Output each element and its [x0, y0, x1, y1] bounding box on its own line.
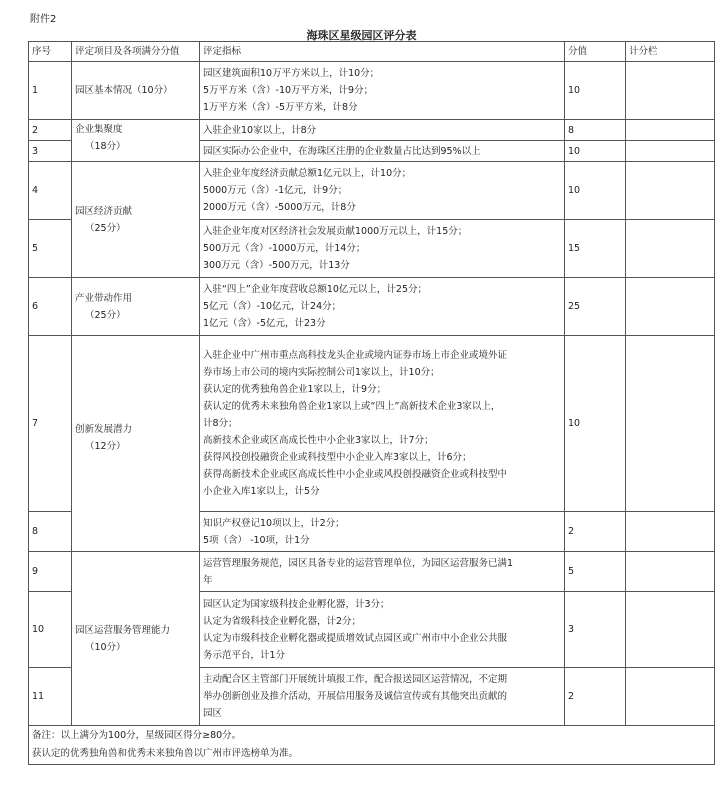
- row-score: 25: [565, 278, 626, 336]
- group-name: 企业集聚度: [75, 124, 123, 135]
- row-calc: [626, 592, 715, 668]
- header-item: 评定项目及各项满分分值: [72, 42, 200, 62]
- group-agglomeration: [72, 120, 200, 162]
- row-no: 7: [29, 336, 72, 512]
- group-points: （25分）: [85, 222, 126, 234]
- group-points: （10分）: [85, 641, 126, 653]
- row-indicator: [200, 141, 565, 162]
- row-calc: [626, 220, 715, 278]
- indicator-line: 5万平方米（含）-10万平方米，计9分；: [203, 85, 374, 96]
- row-calc: [626, 120, 715, 141]
- notes-row: [29, 726, 715, 765]
- row-score: 10: [565, 62, 626, 120]
- indicator-line: 计8分；: [203, 418, 238, 429]
- indicator-line: 认定为省级科技企业孵化器，计2分；: [203, 615, 362, 627]
- table-row: [29, 120, 715, 141]
- group-name: 创新发展潜力: [75, 424, 133, 435]
- indicator-line: 高新技术企业或区高成长性中小企业3家以上，计7分；: [203, 435, 434, 446]
- indicator-line: 园区实际办公企业中，在海珠区注册的企业数量占比达到95%以上: [203, 145, 481, 157]
- row-no: 11: [29, 668, 72, 726]
- row-calc: [626, 278, 715, 336]
- group-innovation: [72, 336, 200, 552]
- indicator-line: 运营管理服务规范，园区具备专业的运营管理单位，为园区运营服务已满1: [203, 557, 514, 569]
- indicator-line: 获得高新技术企业或区高成长性中小企业或风投创投融资企业或科技型中: [203, 469, 508, 480]
- indicator-line: 入驻企业年度经济贡献总额1亿元以上，计10分；: [203, 168, 412, 179]
- row-indicator: [200, 336, 565, 512]
- header-score: 分值: [565, 42, 626, 62]
- row-score: 3: [565, 592, 626, 668]
- table-row: [29, 336, 715, 512]
- indicator-line: 认定为市级科技企业孵化器或提质增效试点园区或广州市中小企业公共服: [203, 632, 508, 644]
- row-no: 1: [29, 62, 72, 120]
- row-item: 园区基本情况（10分）: [72, 62, 200, 120]
- indicator-line: 入驻“四上”企业年度营收总额10亿元以上，计25分；: [203, 284, 428, 295]
- row-score: 2: [565, 668, 626, 726]
- row-indicator: [200, 162, 565, 220]
- row-calc: [626, 512, 715, 552]
- row-indicator: [200, 278, 565, 336]
- note-line: 获认定的优秀独角兽和优秀未来独角兽以广州市评选榜单为准。: [32, 748, 299, 759]
- header-indicator: 评定指标: [200, 42, 565, 62]
- header-row: [29, 42, 715, 62]
- indicator-line: 园区: [203, 708, 223, 719]
- row-calc: [626, 62, 715, 120]
- indicator-line: 年: [203, 574, 213, 586]
- indicator-line: 1万平方米（含）-5万平方米，计8分: [203, 102, 358, 113]
- table-row: [29, 552, 715, 592]
- row-score: 8: [565, 120, 626, 141]
- indicator-line: 5000万元（含）-1亿元，计9分；: [203, 185, 348, 196]
- indicator-line: 获认定的优秀未来独角兽企业1家以上或“四上”高新技术企业3家以上，: [203, 401, 501, 412]
- row-no: 6: [29, 278, 72, 336]
- row-no: 8: [29, 512, 72, 552]
- row-no: 3: [29, 141, 72, 162]
- indicator-line: 5亿元（含）-10亿元，计24分；: [203, 301, 342, 312]
- page-title: 海珠区星级园区评分表: [306, 29, 417, 42]
- row-calc: [626, 162, 715, 220]
- row-calc: [626, 336, 715, 512]
- indicator-line: 1亿元（含）-5亿元，计23分: [203, 318, 326, 329]
- indicator-line: 入驻企业10家以上，计8分: [203, 124, 317, 136]
- indicator-line: 主动配合区主管部门开展统计填报工作，配合报送园区运营情况，不定期: [203, 674, 508, 685]
- row-score: 10: [565, 141, 626, 162]
- note-line: 备注：以上满分为100分，星级园区得分≥80分。: [32, 730, 242, 741]
- row-no: 9: [29, 552, 72, 592]
- indicator-line: 入驻企业中广州市重点高科技龙头企业或境内证券市场上市企业或境外证: [203, 350, 508, 361]
- indicator-line: 获得风投创投融资企业或科技型中小企业入库3家以上，计6分；: [203, 452, 472, 463]
- row-score: 2: [565, 512, 626, 552]
- row-indicator: [200, 592, 565, 668]
- group-name: 园区运营服务管理能力: [75, 624, 171, 636]
- indicator-line: 园区建筑面积10万平方米以上，计10分；: [203, 68, 380, 79]
- attachment-label: 附件2: [30, 14, 57, 25]
- row-indicator: [200, 552, 565, 592]
- group-operation: [72, 552, 200, 726]
- row-no: 10: [29, 592, 72, 668]
- row-score: 5: [565, 552, 626, 592]
- row-indicator: [200, 668, 565, 726]
- table-row: [29, 62, 715, 120]
- row-calc: [626, 141, 715, 162]
- group-economic: [72, 162, 200, 278]
- group-points: （12分）: [85, 441, 126, 452]
- table-row: [29, 162, 715, 220]
- indicator-line: 5项（含） -10项，计1分: [203, 534, 310, 546]
- indicator-line: 500万元（含）-1000万元，计14分；: [203, 243, 366, 254]
- group-points: （25分）: [85, 309, 126, 321]
- row-score: 10: [565, 336, 626, 512]
- row-indicator: [200, 512, 565, 552]
- group-points: （18分）: [85, 141, 126, 152]
- indicator-line: 务示范平台，计1分: [203, 649, 286, 661]
- indicator-line: 2000万元（含）-5000万元，计8分: [203, 202, 356, 213]
- header-no: 序号: [29, 42, 72, 62]
- indicator-line: 获认定的优秀独角兽企业1家以上，计9分；: [203, 384, 387, 395]
- indicator-line: 园区认定为国家级科技企业孵化器，计3分；: [203, 598, 390, 610]
- indicator-line: 知识产权登记10项以上，计2分；: [203, 517, 345, 529]
- indicator-line: 举办创新创业及推介活动，开展信用服务及诚信宣传或有其他突出贡献的: [203, 691, 508, 702]
- row-score: 10: [565, 162, 626, 220]
- row-indicator: [200, 220, 565, 278]
- group-name: 产业带动作用: [75, 292, 133, 304]
- row-score: 15: [565, 220, 626, 278]
- row-indicator: [200, 120, 565, 141]
- indicator-line: 小企业入库1家以上，计5分: [203, 486, 320, 497]
- indicator-line: 入驻企业年度对区经济社会发展贡献1000万元以上，计15分；: [203, 226, 468, 237]
- indicator-line: 300万元（含）-500万元，计13分: [203, 260, 350, 271]
- row-indicator: [200, 62, 565, 120]
- score-table: [28, 41, 715, 765]
- row-no: 4: [29, 162, 72, 220]
- group-industry: [72, 278, 200, 336]
- row-calc: [626, 668, 715, 726]
- table-row: [29, 278, 715, 336]
- header-calc: 计分栏: [626, 42, 715, 62]
- row-calc: [626, 552, 715, 592]
- notes-cell: [29, 726, 715, 765]
- row-no: 5: [29, 220, 72, 278]
- row-no: 2: [29, 120, 72, 141]
- indicator-line: 券市场上市公司的境内实际控制公司1家以上，计10分；: [203, 367, 440, 378]
- group-name: 园区经济贡献: [75, 205, 133, 217]
